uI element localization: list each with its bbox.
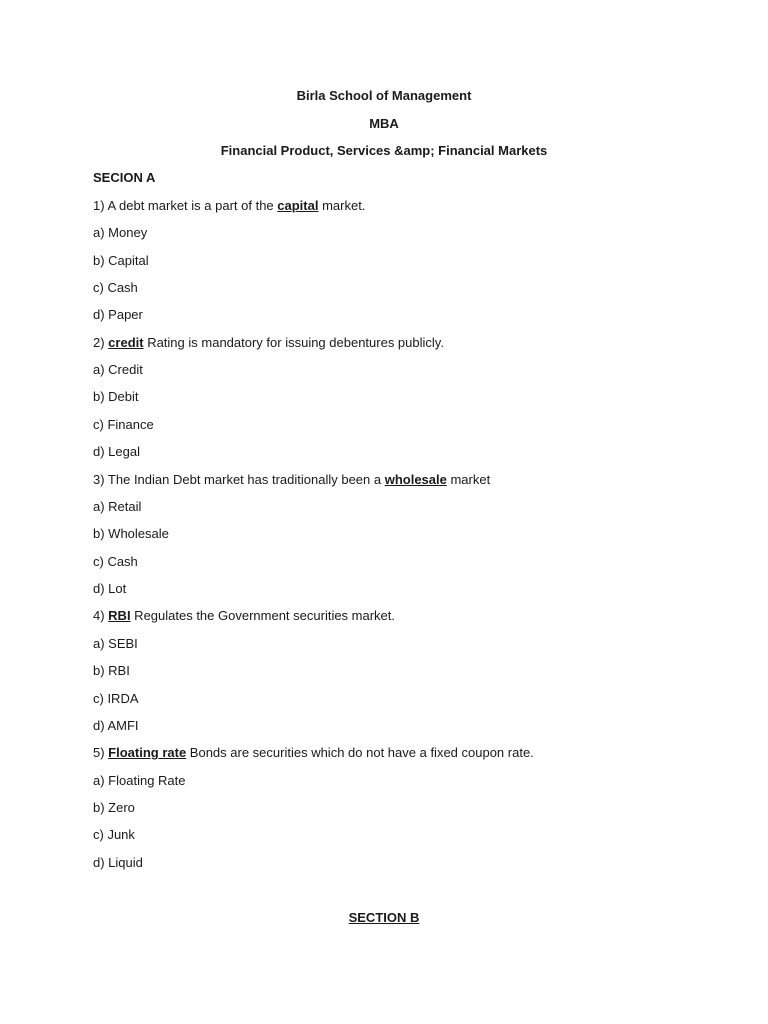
question-3 bbox=[93, 472, 490, 488]
question-3-option-a: a) Retail bbox=[93, 499, 142, 514]
question-2-option-d: d) Legal bbox=[93, 444, 140, 459]
section-b-heading: SECTION B bbox=[348, 910, 420, 925]
course-title: Financial Product, Services &amp; Financial Markets bbox=[220, 143, 548, 158]
question-4 bbox=[93, 608, 395, 624]
question-1-text-after: market. bbox=[318, 198, 366, 213]
question-2-answer: credit bbox=[108, 335, 144, 350]
question-5-option-a: a) Floating Rate bbox=[93, 773, 186, 788]
question-2-option-c: c) Finance bbox=[93, 417, 154, 432]
question-5-option-d: d) Liquid bbox=[93, 855, 143, 870]
question-5 bbox=[93, 745, 534, 761]
question-4-text-before: 4) bbox=[93, 608, 109, 623]
question-1-option-b: b) Capital bbox=[93, 253, 149, 268]
question-1-answer: capital bbox=[277, 198, 319, 213]
question-3-option-b: b) Wholesale bbox=[93, 526, 169, 541]
school-name: Birla School of Management bbox=[296, 88, 472, 103]
question-4-option-d: d) AMFI bbox=[93, 718, 139, 733]
question-1-option-a: a) Money bbox=[93, 225, 148, 240]
question-4-option-b: b) RBI bbox=[93, 663, 130, 678]
program-name: MBA bbox=[369, 116, 399, 131]
question-5-text-before: 5) bbox=[93, 745, 109, 760]
question-4-option-a: a) SEBI bbox=[93, 636, 138, 651]
question-3-option-c: c) Cash bbox=[93, 554, 138, 569]
question-5-text-after: Bonds are securities which do not have a fixed coupon rate. bbox=[186, 745, 534, 760]
question-3-text-after: market bbox=[446, 472, 491, 487]
question-1-option-c: c) Cash bbox=[93, 280, 138, 295]
question-1-text-before: 1) A debt market is a part of the bbox=[93, 198, 278, 213]
question-1-option-d: d) Paper bbox=[93, 307, 143, 322]
section-a-heading: SECION A bbox=[93, 170, 156, 185]
question-3-text-before: 3) The Indian Debt market has traditionally been a bbox=[93, 472, 385, 487]
question-2-option-a: a) Credit bbox=[93, 362, 143, 377]
question-2-text-after: Rating is mandatory for issuing debentures publicly. bbox=[143, 335, 444, 350]
question-5-answer: Floating rate bbox=[108, 745, 187, 760]
question-5-option-b: b) Zero bbox=[93, 800, 135, 815]
question-3-answer: wholesale bbox=[384, 472, 447, 487]
question-3-option-d: d) Lot bbox=[93, 581, 127, 596]
question-5-option-c: c) Junk bbox=[93, 827, 135, 842]
question-2 bbox=[93, 335, 444, 351]
question-4-answer: RBI bbox=[108, 608, 131, 623]
question-1 bbox=[93, 198, 365, 214]
question-4-option-c: c) IRDA bbox=[93, 691, 139, 706]
question-2-option-b: b) Debit bbox=[93, 389, 139, 404]
question-4-text-after: Regulates the Government securities market. bbox=[130, 608, 396, 623]
question-2-text-before: 2) bbox=[93, 335, 109, 350]
